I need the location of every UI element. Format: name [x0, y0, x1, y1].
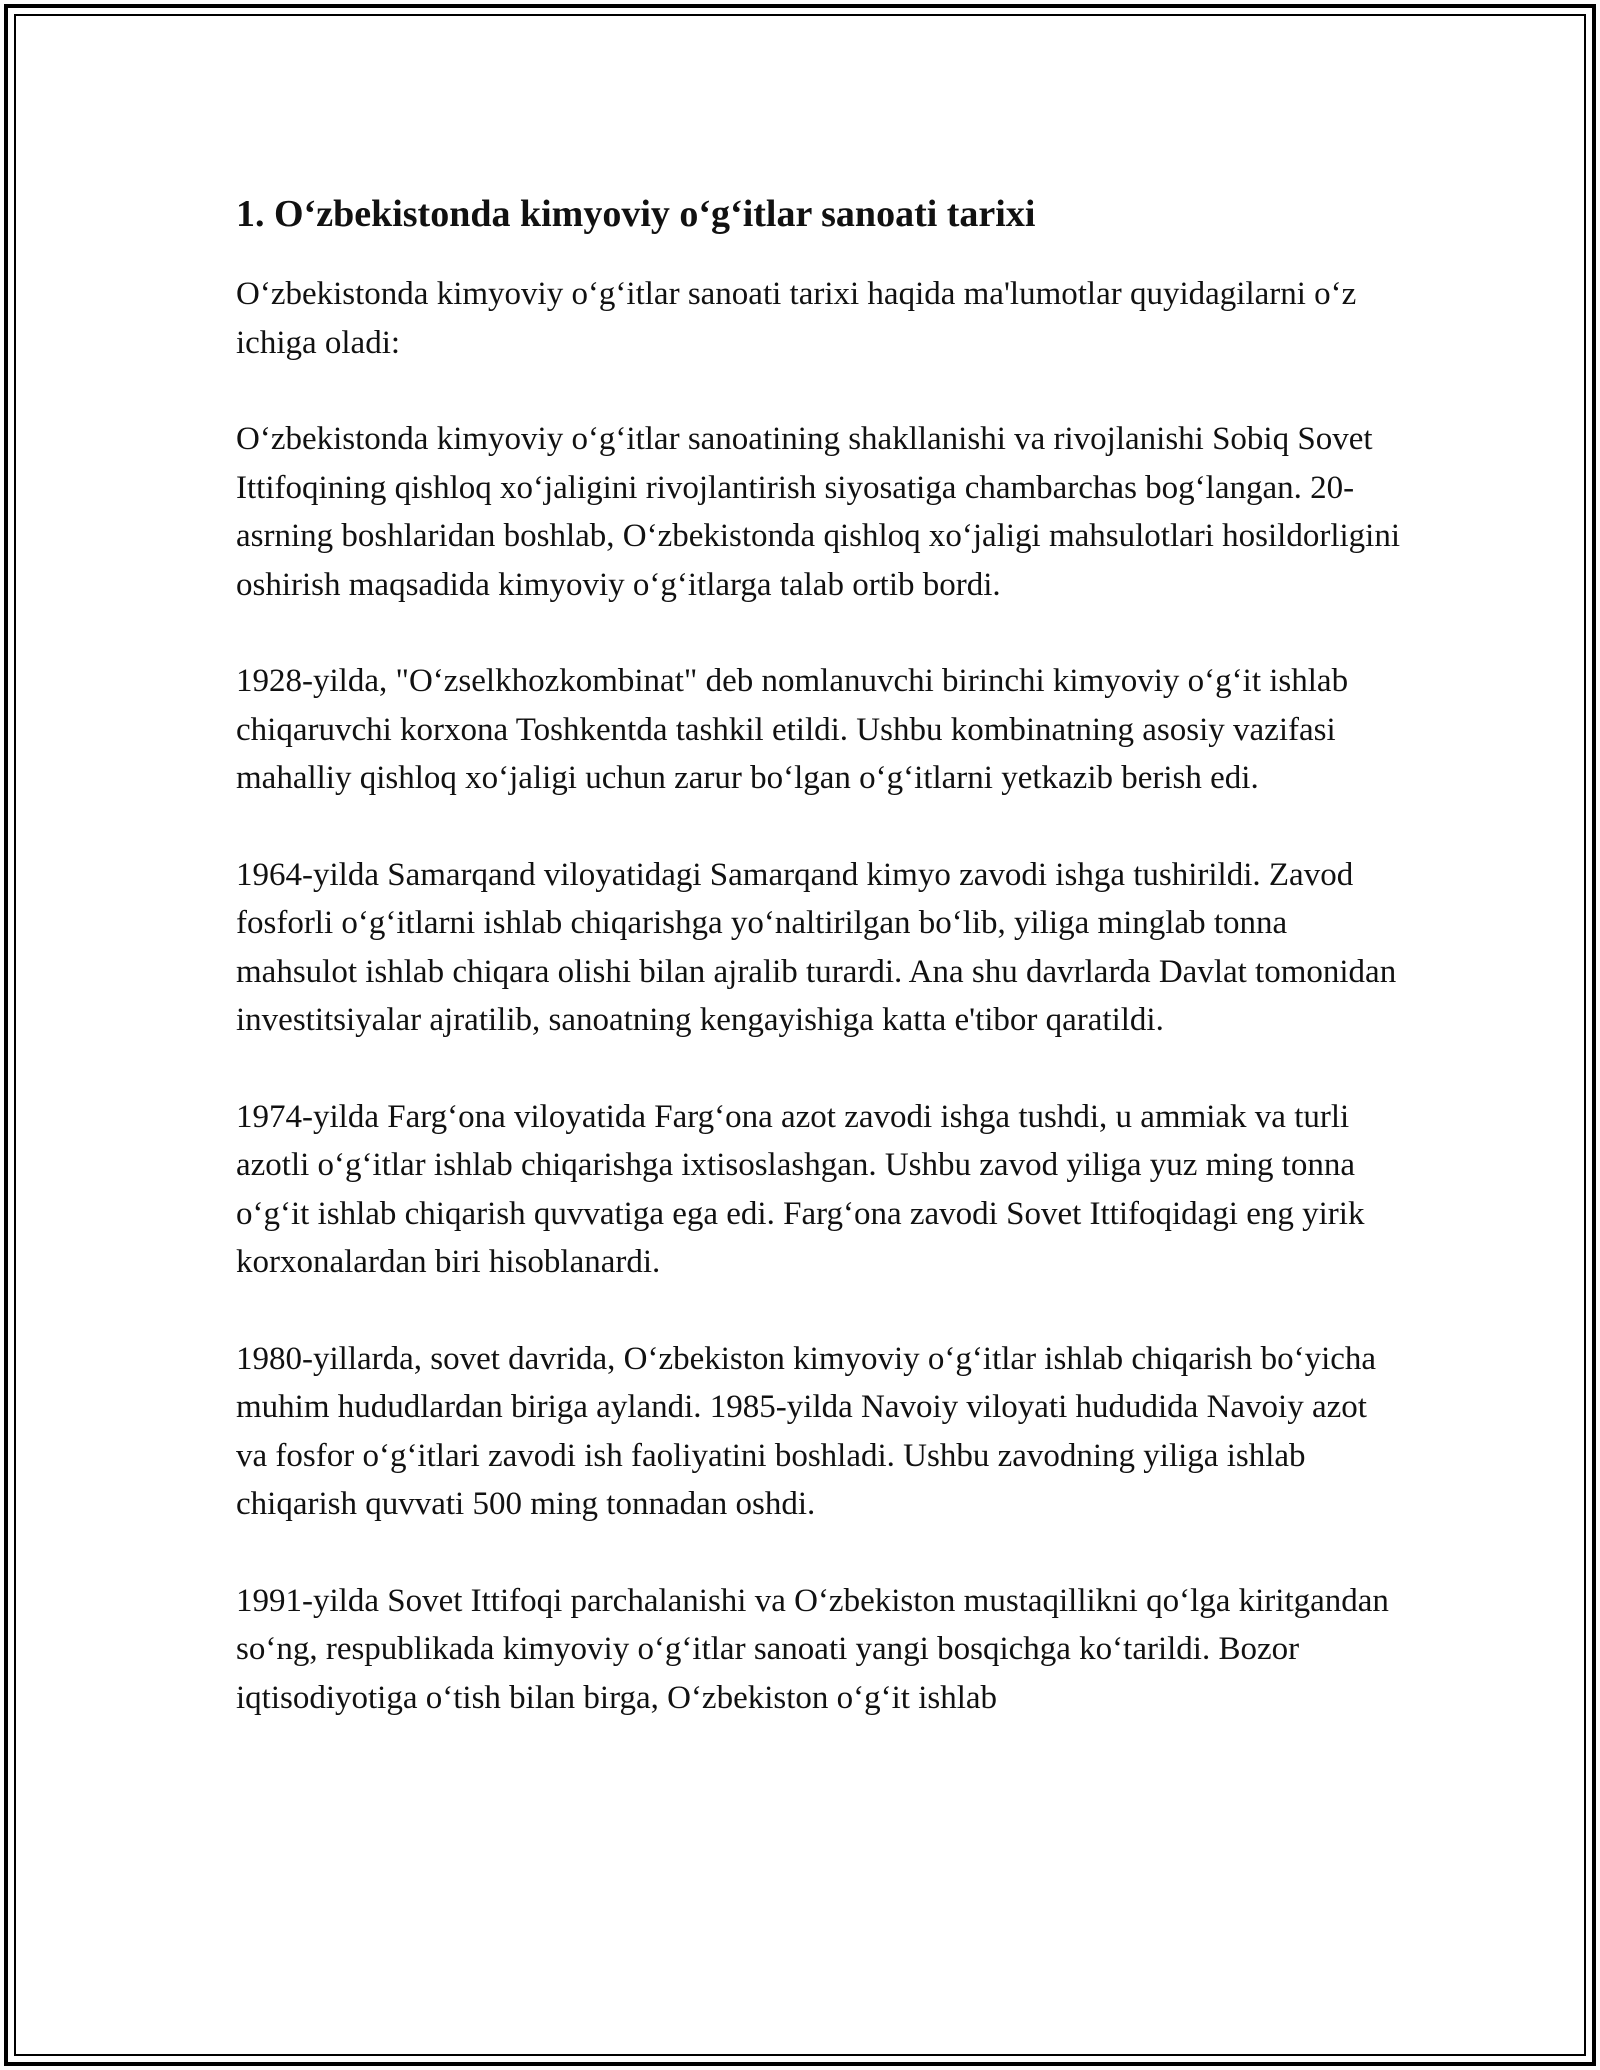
paragraph-1964: 1964-yilda Samarqand viloyatidagi Samarqand kimyo zavodi ishga tushirildi. Zavod fosforli o‘g‘itlarni ishlab chiqarishga yo‘naltirilgan bo‘lib, yiliga minglab tonna mahsulot ishlab chiqara olishi bilan ajralib turardi. Ana shu davrlarda Davlat tomonidan investitsiyalar ajratilib, sanoatning kengayishiga katta e'tibor qaratildi.	[236, 856, 1397, 1038]
paragraph-1974: 1974-yilda Farg‘ona viloyatida Farg‘ona azot zavodi ishga tushdi, u ammiak va turli azotli o‘g‘itlar ishlab chiqarishga ixtisoslashgan. Ushbu zavod yiliga yuz ming tonna o‘g‘it ishlab chiqarish quvvatiga ega edi. Farg‘ona zavodi Sovet Ittifoqidagi eng yirik korxonalardan biri hisoblanardi.	[236, 1098, 1365, 1280]
paragraph-1980s: 1980-yillarda, sovet davrida, O‘zbekiston kimyoviy o‘g‘itlar ishlab chiqarish bo‘yicha muhim hududlardan biriga aylandi. 1985-yilda Navoiy viloyati hududida Navoiy azot va fosfor o‘g‘itlari zavodi ish faoliyatini boshladi. Ushbu zavodning yiliga ishlab chiqarish quvvati 500 ming tonnadan oshdi.	[236, 1340, 1377, 1522]
section-heading: 1. O‘zbekistonda kimyoviy o‘g‘itlar sanoati tarixi	[236, 193, 1036, 235]
paragraph-intro: O‘zbekistonda kimyoviy o‘g‘itlar sanoati tarixi haqida ma'lumotlar quyidagilarni o‘z ichiga oladi:	[236, 276, 1357, 361]
paragraph-1991: 1991-yilda Sovet Ittifoqi parchalanishi va O‘zbekiston mustaqillikni qo‘lga kiritgandan so‘ng, respublikada kimyoviy o‘g‘itlar sanoati yangi bosqichga ko‘tarildi. Bozor iqtisodiyotiga o‘tish bilan birga, O‘zbekiston o‘g‘it ishlab	[236, 1582, 1389, 1716]
paragraph-formation: O‘zbekistonda kimyoviy o‘g‘itlar sanoatining shakllanishi va rivojlanishi Sobiq Sovet Ittifoqining qishloq xo‘jaligini rivojlantirish siyosatiga chambarchas bog‘langan. 20-asrning boshlaridan boshlab, O‘zbekistonda qishloq xo‘jaligi mahsulotlari hosildorligini oshirish maqsadida kimyoviy o‘g‘itlarga talab ortib bordi.	[236, 421, 1401, 603]
paragraph-1928: 1928-yilda, "O‘zselkhozkombinat" deb nomlanuvchi birinchi kimyoviy o‘g‘it ishlab chiqaruvchi korxona Toshkentda tashkil etildi. Ushbu kombinatning asosiy vazifasi mahalliy qishloq xo‘jaligi uchun zarur bo‘lgan o‘g‘itlarni yetkazib berish edi.	[236, 663, 1349, 796]
document-body	[236, 186, 1406, 1770]
